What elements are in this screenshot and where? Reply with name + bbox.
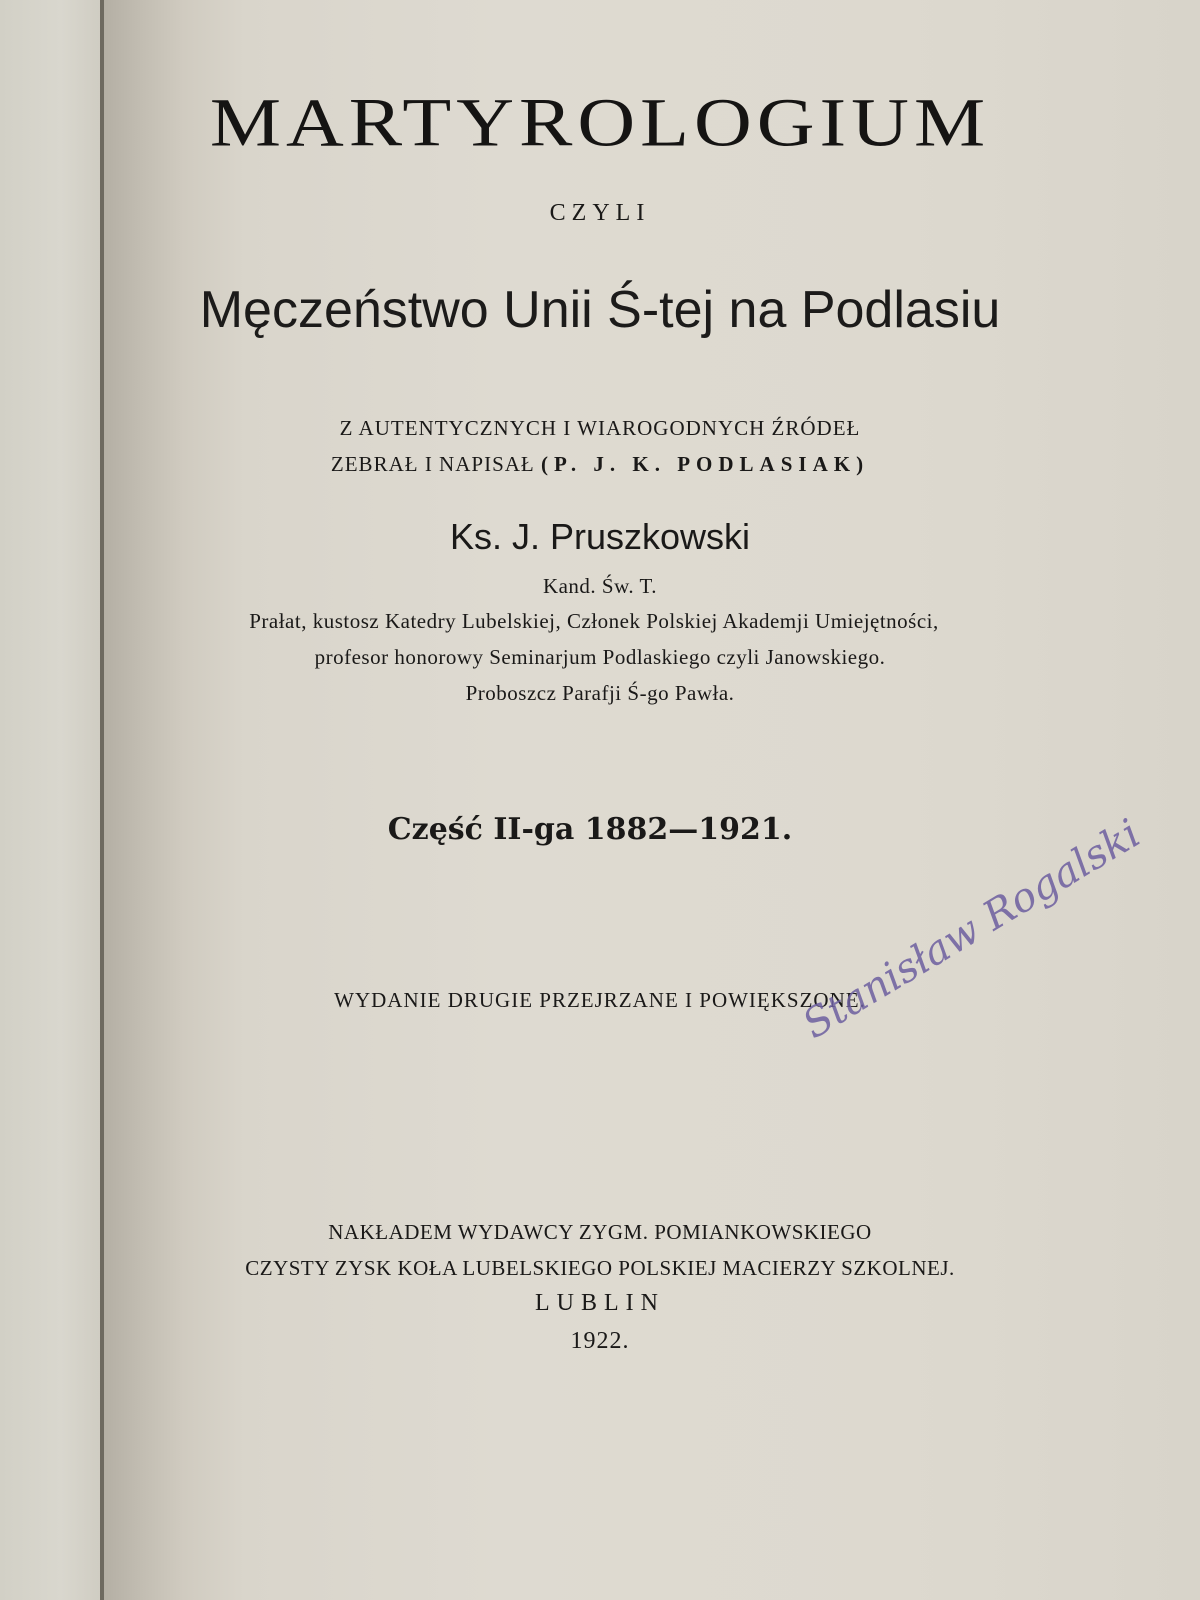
publisher-line-2: CZYSTY ZYSK KOŁA LUBELSKIEGO POLSKIEJ MACIERZY SZKOLNEJ. — [245, 1256, 955, 1280]
sources-line: Z AUTENTYCZNYCH I WIAROGODNYCH ŹRÓDEŁ — [339, 416, 861, 440]
title-page — [104, 0, 1200, 1600]
compiled-prefix: ZEBRAŁ I NAPISAŁ — [330, 452, 535, 476]
author-title-2: Prałat, kustosz Katedry Lubelskiej, Członek Polskiej Akademji Umiejętności, — [249, 609, 939, 633]
publication-year: 1922. — [570, 1328, 630, 1354]
book-cover-edge — [0, 0, 102, 1600]
edition-line: WYDANIE DRUGIE PRZEJRZANE I POWIĘKSZONE. — [334, 988, 866, 1012]
author-title-4: Proboszcz Parafji Ś-go Pawła. — [465, 681, 735, 705]
title-connector: CZYLI — [549, 200, 651, 226]
publisher-line-1: NAKŁADEM WYDAWCY ZYGM. POMIANKOWSKIEGO — [328, 1220, 872, 1244]
author-name: Ks. J. Pruszkowski — [449, 516, 751, 557]
owner-stamp: Stanisław Rogalski — [795, 810, 1149, 1048]
author-title-3: profesor honorowy Seminarjum Podlaskiego czyli Janowskiego. — [314, 645, 886, 669]
compiled-by-line — [0, 452, 1200, 477]
book-subtitle: Męczeństwo Unii Ś-tej na Podlasiu — [199, 281, 1001, 339]
publication-city: LUBLIN — [535, 1290, 665, 1316]
compiled-pseudonym: (P. J. K. PODLASIAK) — [541, 452, 870, 476]
volume-part: Część II-ga 1882—1921. — [387, 812, 793, 847]
book-title: MARTYROLOGIUM — [209, 85, 991, 161]
author-title-1: Kand. Św. T. — [542, 574, 658, 598]
